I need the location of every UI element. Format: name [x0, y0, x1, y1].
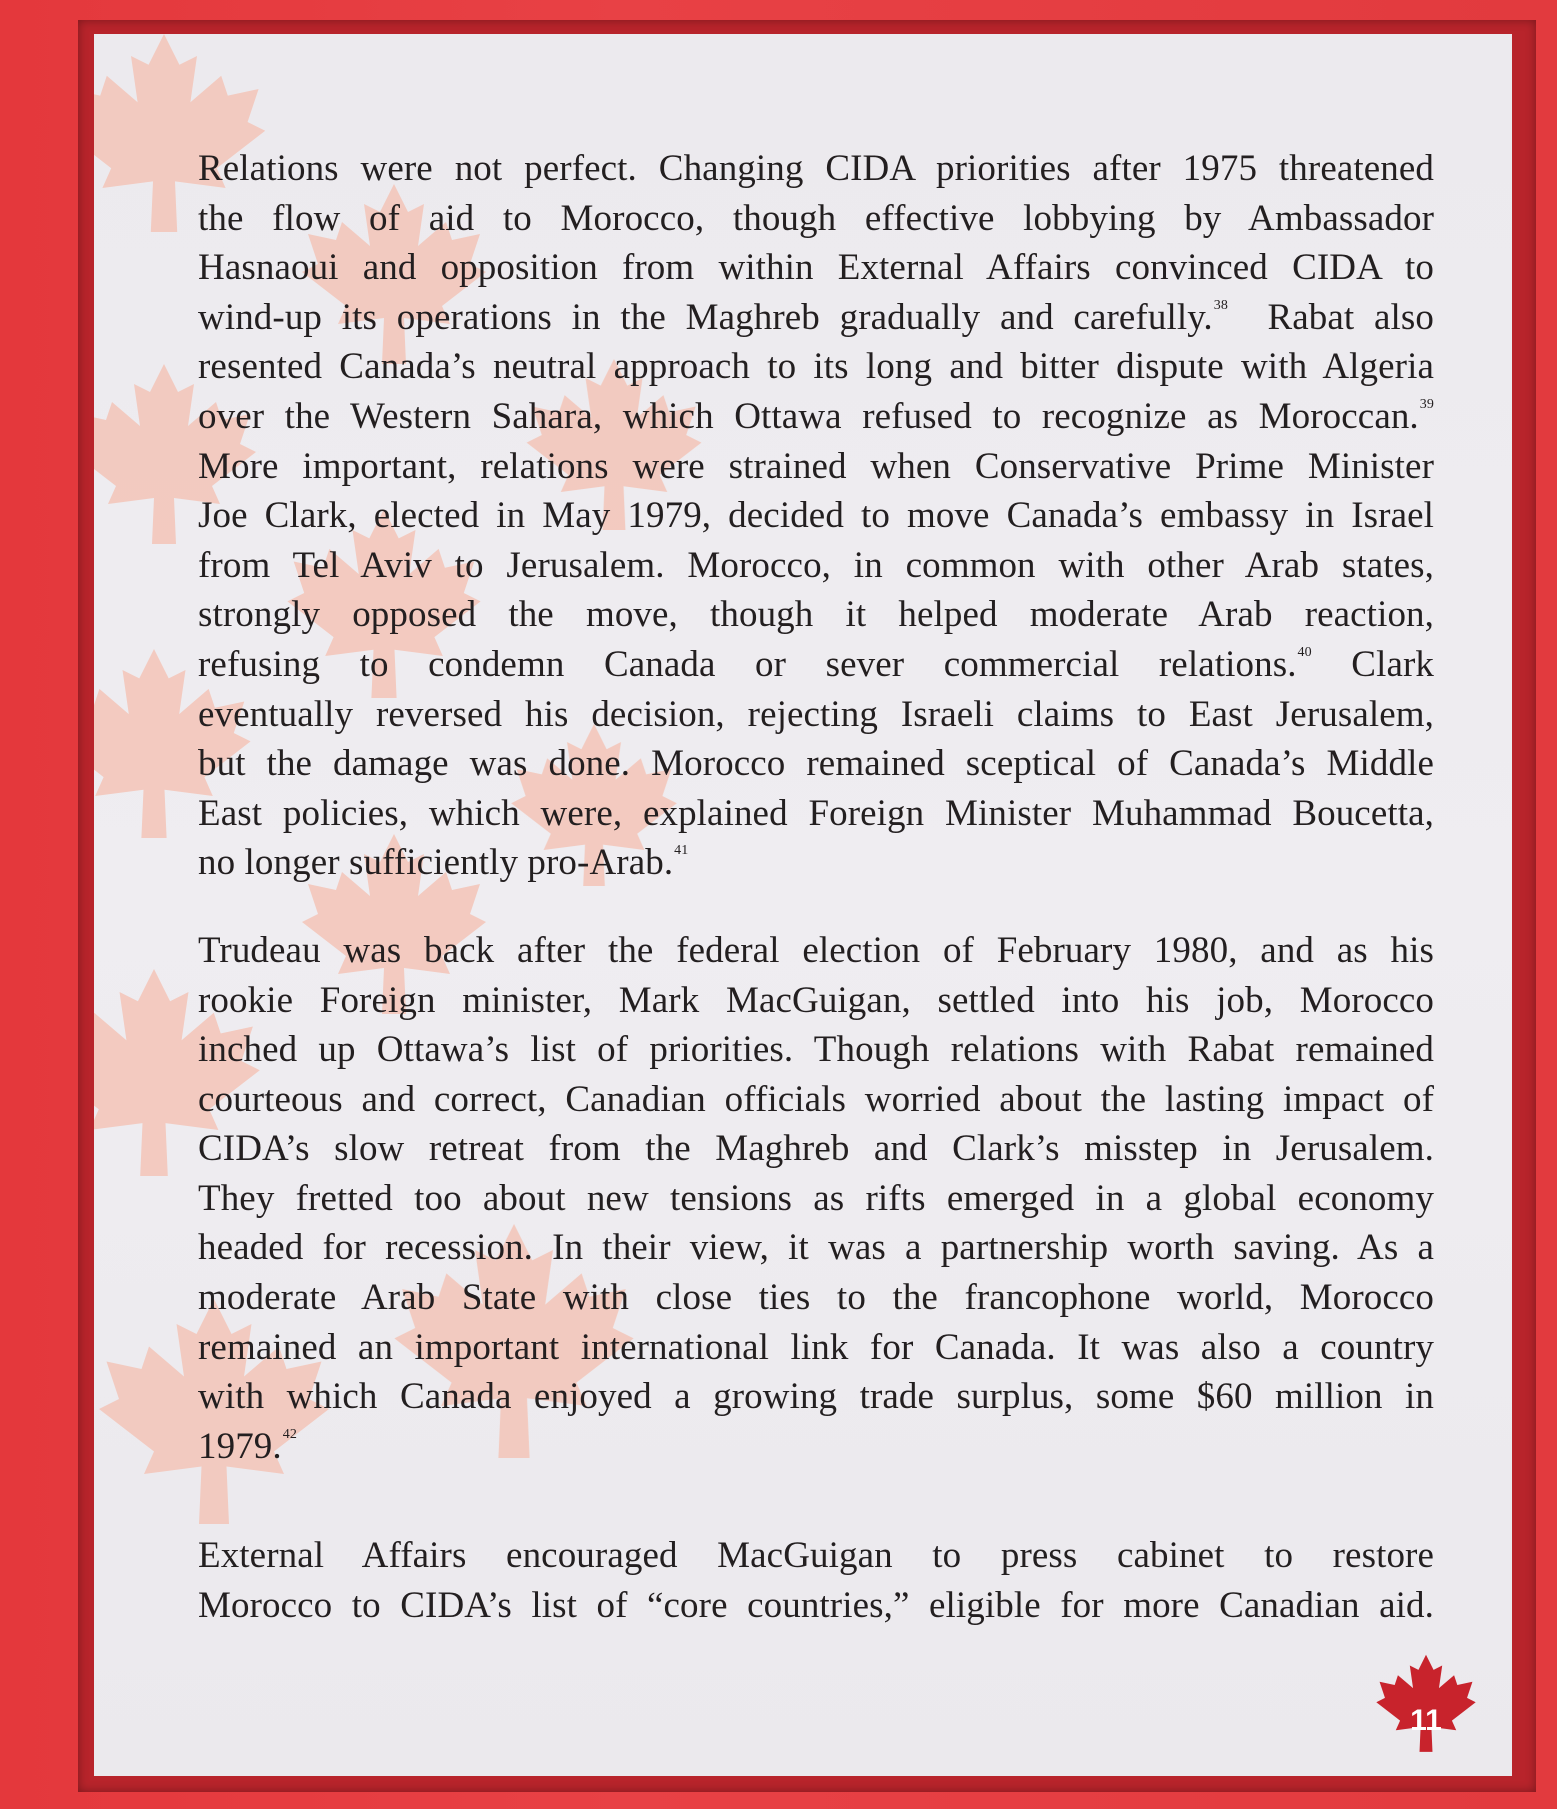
text-segment: 1979.: [198, 1425, 282, 1467]
text-line: resented Canada’s neutral approach to its long and bitter dispute with Algeria: [198, 346, 1434, 388]
text-line: remained an important international link for Canada. It was also a country: [198, 1326, 1434, 1368]
text-line: Hasnaoui and opposition from within External Affairs convinced CIDA to: [198, 247, 1434, 289]
text-line: moderate Arab State with close ties to the francophone world, Morocco: [198, 1277, 1434, 1319]
text-line: East policies, which were, explained Foreign Minister Muhammad Boucetta,: [198, 792, 1434, 834]
footnote-ref: 40: [1297, 644, 1312, 660]
text-line: headed for recession. In their view, it was a partnership worth saving. As a: [198, 1227, 1434, 1269]
text-line: but the damage was done. Morocco remained sceptical of Canada’s Middle: [198, 743, 1434, 785]
text-line: More important, relations were strained when Conservative Prime Minister: [198, 445, 1434, 487]
text-line: [168, 640, 1434, 690]
paragraph-1: [168, 144, 1434, 888]
text-line: with which Canada enjoyed a growing trade surplus, some $60 million in: [198, 1376, 1434, 1418]
text-segment: over the Western Sahara, which Ottawa refused to recognize as Moroccan.: [198, 395, 1419, 437]
footnote-ref: 41: [674, 843, 689, 859]
text-line: They fretted too about new tensions as rifts emerged in a global economy: [198, 1177, 1434, 1219]
text-segment: Clark: [1351, 643, 1434, 685]
text-segment: Rabat also: [1267, 296, 1434, 338]
page-number-badge: [1372, 1652, 1480, 1760]
footnote-ref: 38: [1213, 297, 1228, 313]
paragraph-3: [168, 1531, 1434, 1630]
footnote-ref: 42: [282, 1426, 297, 1442]
text-line: Morocco to CIDA’s list of “core countries,” eligible for more Canadian aid.: [198, 1585, 1434, 1627]
page-number: 11: [1410, 1704, 1442, 1737]
text-line: inched up Ottawa’s list of priorities. Though relations with Rabat remained: [198, 1029, 1434, 1071]
text-line: [168, 392, 1434, 442]
article-body: [168, 144, 1434, 1631]
text-line: [168, 293, 1434, 343]
text-line: External Affairs encouraged MacGuigan to press cabinet to restore: [198, 1535, 1434, 1577]
text-segment: refusing to condemn Canada or sever commercial relations.: [198, 643, 1297, 685]
text-line: Relations were not perfect. Changing CIDA priorities after 1975 threatened: [198, 148, 1434, 189]
text-line: eventually reversed his decision, rejecting Israeli claims to East Jerusalem,: [198, 693, 1434, 735]
text-line: from Tel Aviv to Jerusalem. Morocco, in common with other Arab states,: [198, 544, 1434, 586]
text-line: [168, 838, 1434, 888]
text-line: [168, 1422, 1434, 1472]
text-segment: no longer sufficiently pro-Arab.: [198, 842, 674, 884]
paragraph-2: [168, 926, 1434, 1472]
text-line: Joe Clark, elected in May 1979, decided to move Canada’s embassy in Israel: [198, 495, 1434, 537]
text-line: the flow of aid to Morocco, though effective lobbying by Ambassador: [198, 197, 1434, 239]
text-line: courteous and correct, Canadian officials worried about the lasting impact of: [198, 1078, 1434, 1120]
text-line: CIDA’s slow retreat from the Maghreb and Clark’s misstep in Jerusalem.: [198, 1128, 1434, 1170]
text-line: strongly opposed the move, though it helped moderate Arab reaction,: [198, 594, 1434, 636]
text-line: rookie Foreign minister, Mark MacGuigan, settled into his job, Morocco: [198, 979, 1434, 1021]
text-segment: wind-up its operations in the Maghreb gradually and carefully.: [198, 296, 1213, 338]
text-line: Trudeau was back after the federal election of February 1980, and as his: [198, 929, 1434, 971]
paper-sheet: [94, 34, 1512, 1776]
footnote-ref: 39: [1419, 396, 1434, 412]
